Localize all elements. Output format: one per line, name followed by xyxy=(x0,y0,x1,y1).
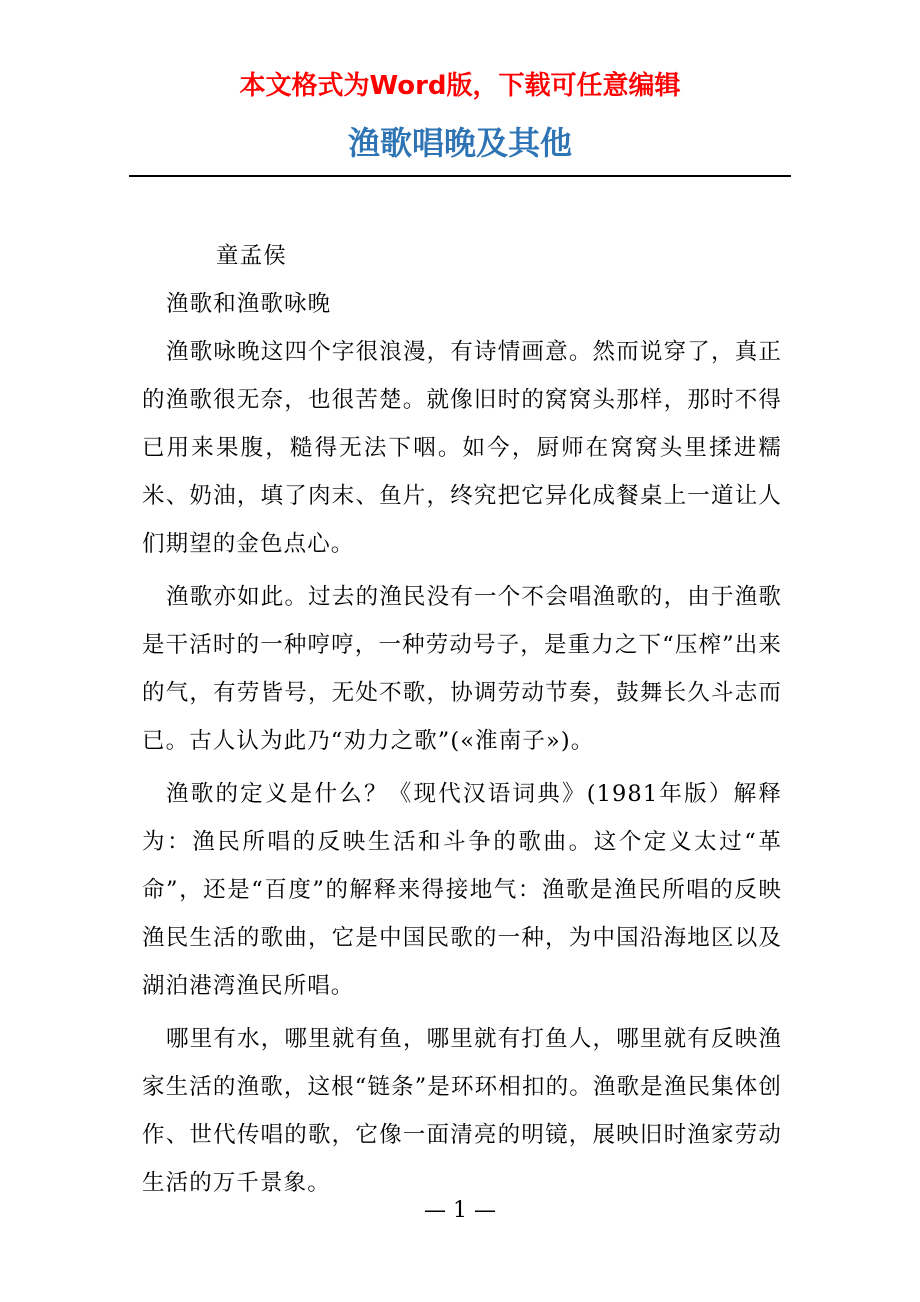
page-number: — 1 — xyxy=(424,1198,496,1223)
article-body xyxy=(142,232,782,1207)
document-title: 渔歌唱晚及其他 xyxy=(347,124,572,162)
section-subtitle: 渔歌和渔歌咏晚 xyxy=(166,291,332,317)
format-notice: 本文格式为Word版，下载可任意编辑 xyxy=(239,71,681,101)
paragraph-1: 渔歌咏晚这四个字很浪漫，有诗情画意。然而说穿了，真正的渔歌很无奈，也很苦楚。就像旧时的窝窝头那样，那时不得已用来果腹，糙得无法下咽。如今，厨师在窝窝头里揉进糯米、奶油，填了肉末、鱼片，终究把它异化成餐桌上一道让人们期望的金色点心。 xyxy=(142,339,782,557)
header-divider xyxy=(129,175,791,177)
paragraph-2: 渔歌亦如此。过去的渔民没有一个不会唱渔歌的，由于渔歌是干活时的一种哼哼，一种劳动号子，是重力之下“压榨”出来的气，有劳皆号，无处不歌，协调劳动节奏，鼓舞长久斗志而已。古人认为此乃“劝力之歌”(«淮南子»)。 xyxy=(142,584,782,754)
paragraph-4: 哪里有水，哪里就有鱼，哪里就有打鱼人，哪里就有反映渔家生活的渔歌，这根“链条”是环环相扣的。渔歌是渔民集体创作、世代传唱的歌，它像一面清亮的明镜，展映旧时渔家劳动生活的万千景象。 xyxy=(142,1026,782,1196)
paragraph-3: 渔歌的定义是什么？《现代汉语词典》(1981年版）解释为：渔民所唱的反映生活和斗争的歌曲。这个定义太过“革命”，还是“百度”的解释来得接地气：渔歌是渔民所唱的反映渔民生活的歌曲，它是中国民歌的一种，为中国沿海地区以及湖泊港湾渔民所唱。 xyxy=(142,781,782,999)
author-name: 童孟侯 xyxy=(216,243,287,269)
